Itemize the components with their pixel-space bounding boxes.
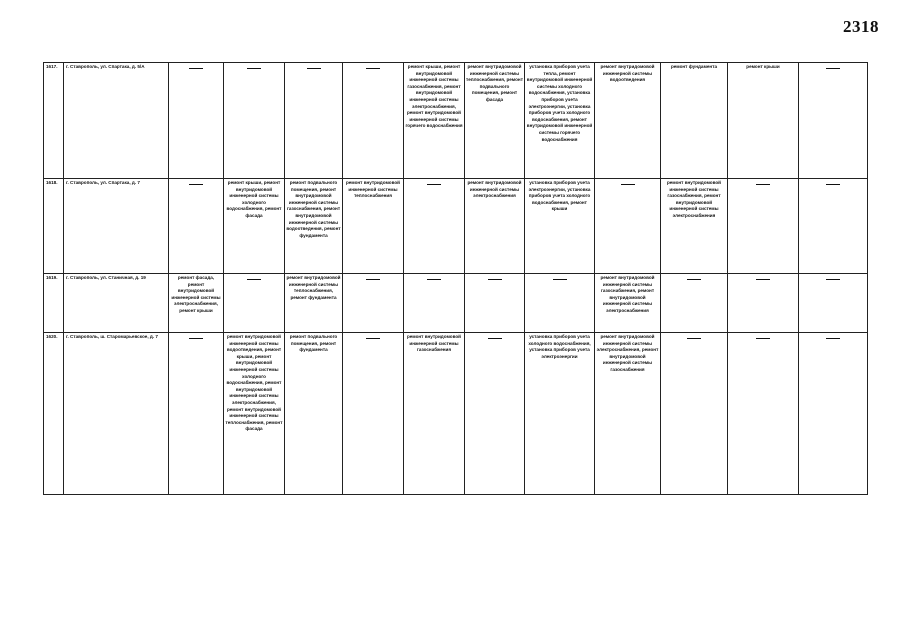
table-cell: ремонт внутридомовой инженерной системы теплоснабжения <box>343 179 404 274</box>
table-cell: установка приборов учета тепла, ремонт внутридомовой инженерной системы холодного водоснабжения, установка приборов учета электроэнергии, установка приборов учета холодного водоснабжения, ремонт внутридомовой инженерной системы горячего водоснабжения <box>525 63 595 179</box>
empty-dash <box>307 68 321 69</box>
empty-dash <box>366 279 380 280</box>
empty-dash <box>427 184 441 185</box>
empty-dash <box>366 68 380 69</box>
table-cell: ремонт внутридомовой инженерной системы газоснабжения, ремонт внутридомовой инженерной системы электроснабжения <box>661 179 728 274</box>
table-cell: ремонт внутридомовой инженерной системы теплоснабжения, ремонт подвального помещения, ремонт фасада <box>465 63 525 179</box>
empty-dash <box>826 279 840 280</box>
table-cell <box>799 179 868 274</box>
table-cell: ремонт внутридомовой инженерной системы водоотведения, ремонт крыши, ремонт внутридомовой инженерной системы холодного водоснабжения, ремонт внутридомовой инженерной системы электроснабжения, ремонт внутридомовой инженерной системы теплоснабжения, ремонт фасада <box>224 333 285 495</box>
empty-dash <box>247 68 261 69</box>
table-cell: ремонт внутридомовой инженерной системы газоснабжения, ремонт внутридомовой инженерной системы электроснабжения <box>595 274 661 333</box>
empty-dash <box>553 279 567 280</box>
empty-dash <box>826 68 840 69</box>
table-cell <box>728 274 799 333</box>
table-cell: ремонт подвального помещения, ремонт фундамента <box>285 333 343 495</box>
table-cell <box>169 63 224 179</box>
table-cell <box>465 333 525 495</box>
row-address: г. Ставрополь, ш. Старомарьевское, д. 7 <box>64 333 169 495</box>
table-cell <box>728 333 799 495</box>
row-number: 1618. <box>44 179 64 274</box>
table-row <box>44 274 868 333</box>
table-cell <box>404 179 465 274</box>
table-cell <box>661 333 728 495</box>
table-cell <box>661 274 728 333</box>
table-cell: ремонт внутридомовой инженерной системы водоотведения <box>595 63 661 179</box>
empty-dash <box>687 338 701 339</box>
empty-dash <box>756 338 770 339</box>
empty-dash <box>189 68 203 69</box>
table-cell <box>465 274 525 333</box>
row-address: г. Ставрополь, ул. Спартака, д. 7 <box>64 179 169 274</box>
table-cell <box>799 333 868 495</box>
row-number: 1619. <box>44 274 64 333</box>
empty-dash <box>366 338 380 339</box>
table-cell <box>404 274 465 333</box>
row-address: г. Ставрополь, ул. Спартака, д. 5/А <box>64 63 169 179</box>
table-row <box>44 179 868 274</box>
empty-dash <box>247 279 261 280</box>
empty-dash <box>756 279 770 280</box>
table-row <box>44 333 868 495</box>
table-cell: ремонт крыши, ремонт внутридомовой инженерной системы холодного водоснабжения, ремонт фасада <box>224 179 285 274</box>
table-cell: ремонт внутридомовой инженерной системы газоснабжения <box>404 333 465 495</box>
empty-dash <box>427 279 441 280</box>
table-cell: ремонт фундамента <box>661 63 728 179</box>
table-cell <box>343 274 404 333</box>
table-cell <box>169 333 224 495</box>
empty-dash <box>687 279 701 280</box>
empty-dash <box>756 184 770 185</box>
register-table <box>43 62 868 495</box>
empty-dash <box>189 184 203 185</box>
table-cell: ремонт внутридомовой инженерной системы электроснабжения, ремонт внутридомовой инженерной системы газоснабжения <box>595 333 661 495</box>
table-cell <box>525 274 595 333</box>
empty-dash <box>488 279 502 280</box>
table-cell <box>169 179 224 274</box>
table-row <box>44 63 868 179</box>
empty-dash <box>826 338 840 339</box>
table-cell: установка приборов учета электроэнергии, установка приборов учета холодного водоснабжения, ремонт крыши <box>525 179 595 274</box>
row-number: 1617. <box>44 63 64 179</box>
table-cell <box>224 274 285 333</box>
table-cell <box>595 179 661 274</box>
table-cell: ремонт внутридомовой инженерной системы электроснабжения <box>465 179 525 274</box>
table-cell: ремонт фасада, ремонт внутридомовой инженерной системы электроснабжения, ремонт крыши <box>169 274 224 333</box>
table-cell: ремонт внутридомовой инженерной системы теплоснабжения, ремонт фундамента <box>285 274 343 333</box>
table-cell <box>224 63 285 179</box>
row-address: г. Ставрополь, ул. Станичная, д. 19 <box>64 274 169 333</box>
table-cell <box>285 63 343 179</box>
empty-dash <box>189 338 203 339</box>
empty-dash <box>488 338 502 339</box>
empty-dash <box>621 184 635 185</box>
table-cell <box>343 63 404 179</box>
table-cell <box>799 274 868 333</box>
table-cell: ремонт крыши <box>728 63 799 179</box>
table-cell <box>343 333 404 495</box>
page-number: 2318 <box>843 17 879 36</box>
empty-dash <box>826 184 840 185</box>
row-number: 1620. <box>44 333 64 495</box>
table-cell: ремонт подвального помещения, ремонт внутридомовой инженерной системы газоснабжения, ремонт внутридомовой инженерной системы водоотведения, ремонт фундамента <box>285 179 343 274</box>
table-cell <box>728 179 799 274</box>
table-body <box>44 63 868 495</box>
table-cell: установка приборов учета холодного водоснабжения, установка приборов учета электроэнергии <box>525 333 595 495</box>
table-cell <box>799 63 868 179</box>
table-cell: ремонт крыши, ремонт внутридомовой инженерной системы газоснабжения, ремонт внутридомовой инженерной системы электроснабжения, ремонт внутридомовой инженерной системы горячего водоснабжения <box>404 63 465 179</box>
